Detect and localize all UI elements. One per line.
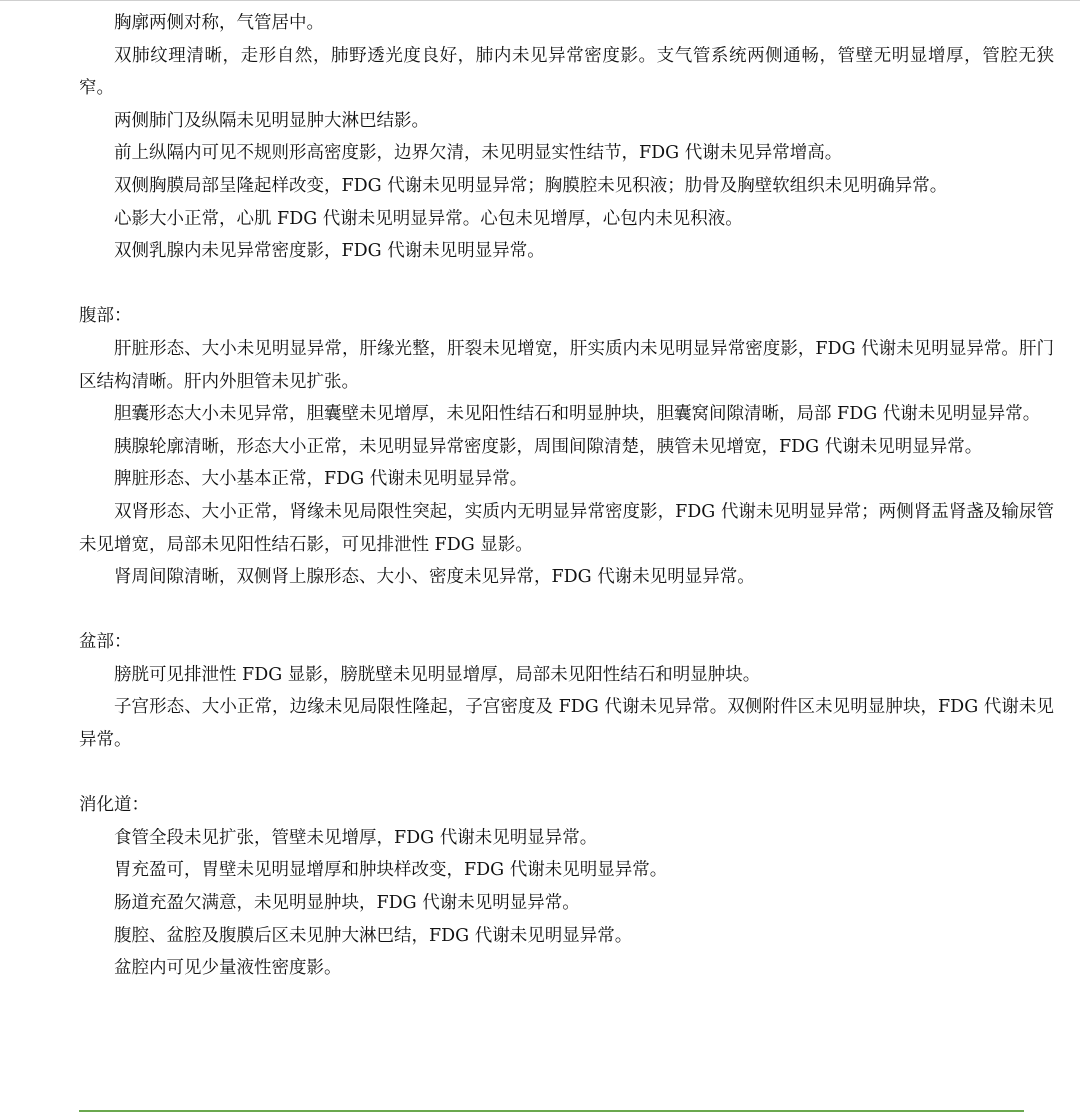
- abdomen-paragraph: 肝脏形态、大小未见明显异常，肝缘光整，肝裂未见增宽，肝实质内未见明显异常密度影，FDG 代谢未见明显异常。肝门区结构清晰。肝内外胆管未见扩张。: [79, 338, 1054, 392]
- digestive-paragraph: 腹腔、盆腔及腹膜后区未见肿大淋巴结，FDG 代谢未见明显异常。: [114, 925, 633, 946]
- digestive-paragraph: 胃充盈可，胃壁未见明显增厚和肿块样改变，FDG 代谢未见明显异常。: [114, 860, 668, 881]
- bottom-divider: [79, 1110, 1024, 1112]
- chest-paragraph: 心影大小正常，心肌 FDG 代谢未见明显异常。心包未见增厚，心包内未见积液。: [114, 208, 743, 229]
- section-heading-pelvis: 盆部：: [79, 632, 132, 653]
- section-pelvis: [79, 626, 1054, 756]
- pelvis-paragraph: 膀胱可见排泄性 FDG 显影，膀胱壁未见明显增厚，局部未见阳性结石和明显肿块。: [114, 664, 761, 685]
- digestive-paragraph: 食管全段未见扩张，管壁未见增厚，FDG 代谢未见明显异常。: [114, 827, 598, 848]
- section-heading-digestive-tract: 消化道：: [79, 795, 149, 816]
- section-digestive-tract: [79, 789, 1054, 985]
- abdomen-paragraph: 胆囊形态大小未见异常，胆囊壁未见增厚，未见阳性结石和明显肿块，胆囊窝间隙清晰，局部 FDG 代谢未见明显异常。: [114, 404, 1041, 425]
- abdomen-paragraph: 肾周间隙清晰，双侧肾上腺形态、大小、密度未见异常，FDG 代谢未见明显异常。: [114, 567, 755, 588]
- chest-paragraph: 两侧肺门及纵隔未见明显肿大淋巴结影。: [114, 110, 429, 131]
- section-abdomen: [79, 300, 1054, 593]
- digestive-paragraph: 盆腔内可见少量液性密度影。: [114, 958, 342, 979]
- report-findings: [79, 7, 1054, 985]
- pelvis-paragraph: 子宫形态、大小正常，边缘未见局限性隆起，子宫密度及 FDG 代谢未见异常。双侧附件区未见明显肿块，FDG 代谢未见异常。: [79, 697, 1054, 751]
- chest-paragraph: 双侧胸膜局部呈隆起样改变，FDG 代谢未见明显异常；胸膜腔未见积液；肋骨及胸壁软组织未见明确异常。: [114, 175, 948, 196]
- chest-paragraph: 双肺纹理清晰，走形自然，肺野透光度良好，肺内未见异常密度影。支气管系统两侧通畅，管壁无明显增厚，管腔无狭窄。: [79, 45, 1054, 99]
- abdomen-paragraph: 双肾形态、大小正常，肾缘未见局限性突起，实质内无明显异常密度影，FDG 代谢未见明显异常；两侧肾盂肾盏及输尿管未见增宽，局部未见阳性结石影，可见排泄性 FDG 显影。: [79, 501, 1054, 555]
- abdomen-paragraph: 脾脏形态、大小基本正常，FDG 代谢未见明显异常。: [114, 469, 528, 490]
- section-heading-abdomen: 腹部：: [79, 306, 132, 327]
- abdomen-paragraph: 胰腺轮廓清晰，形态大小正常，未见明显异常密度影，周围间隙清楚，胰管未见增宽，FDG 代谢未见明显异常。: [114, 436, 983, 457]
- chest-paragraph: 前上纵隔内可见不规则形高密度影，边界欠清，未见明显实性结节，FDG 代谢未见异常增高。: [114, 143, 843, 164]
- section-chest: [79, 7, 1054, 268]
- top-divider: [0, 0, 1080, 1]
- digestive-paragraph: 肠道充盈欠满意，未见明显肿块，FDG 代谢未见明显异常。: [114, 893, 580, 914]
- chest-paragraph: 双侧乳腺内未见异常密度影，FDG 代谢未见明显异常。: [114, 241, 545, 262]
- chest-paragraph: 胸廓两侧对称，气管居中。: [114, 13, 324, 33]
